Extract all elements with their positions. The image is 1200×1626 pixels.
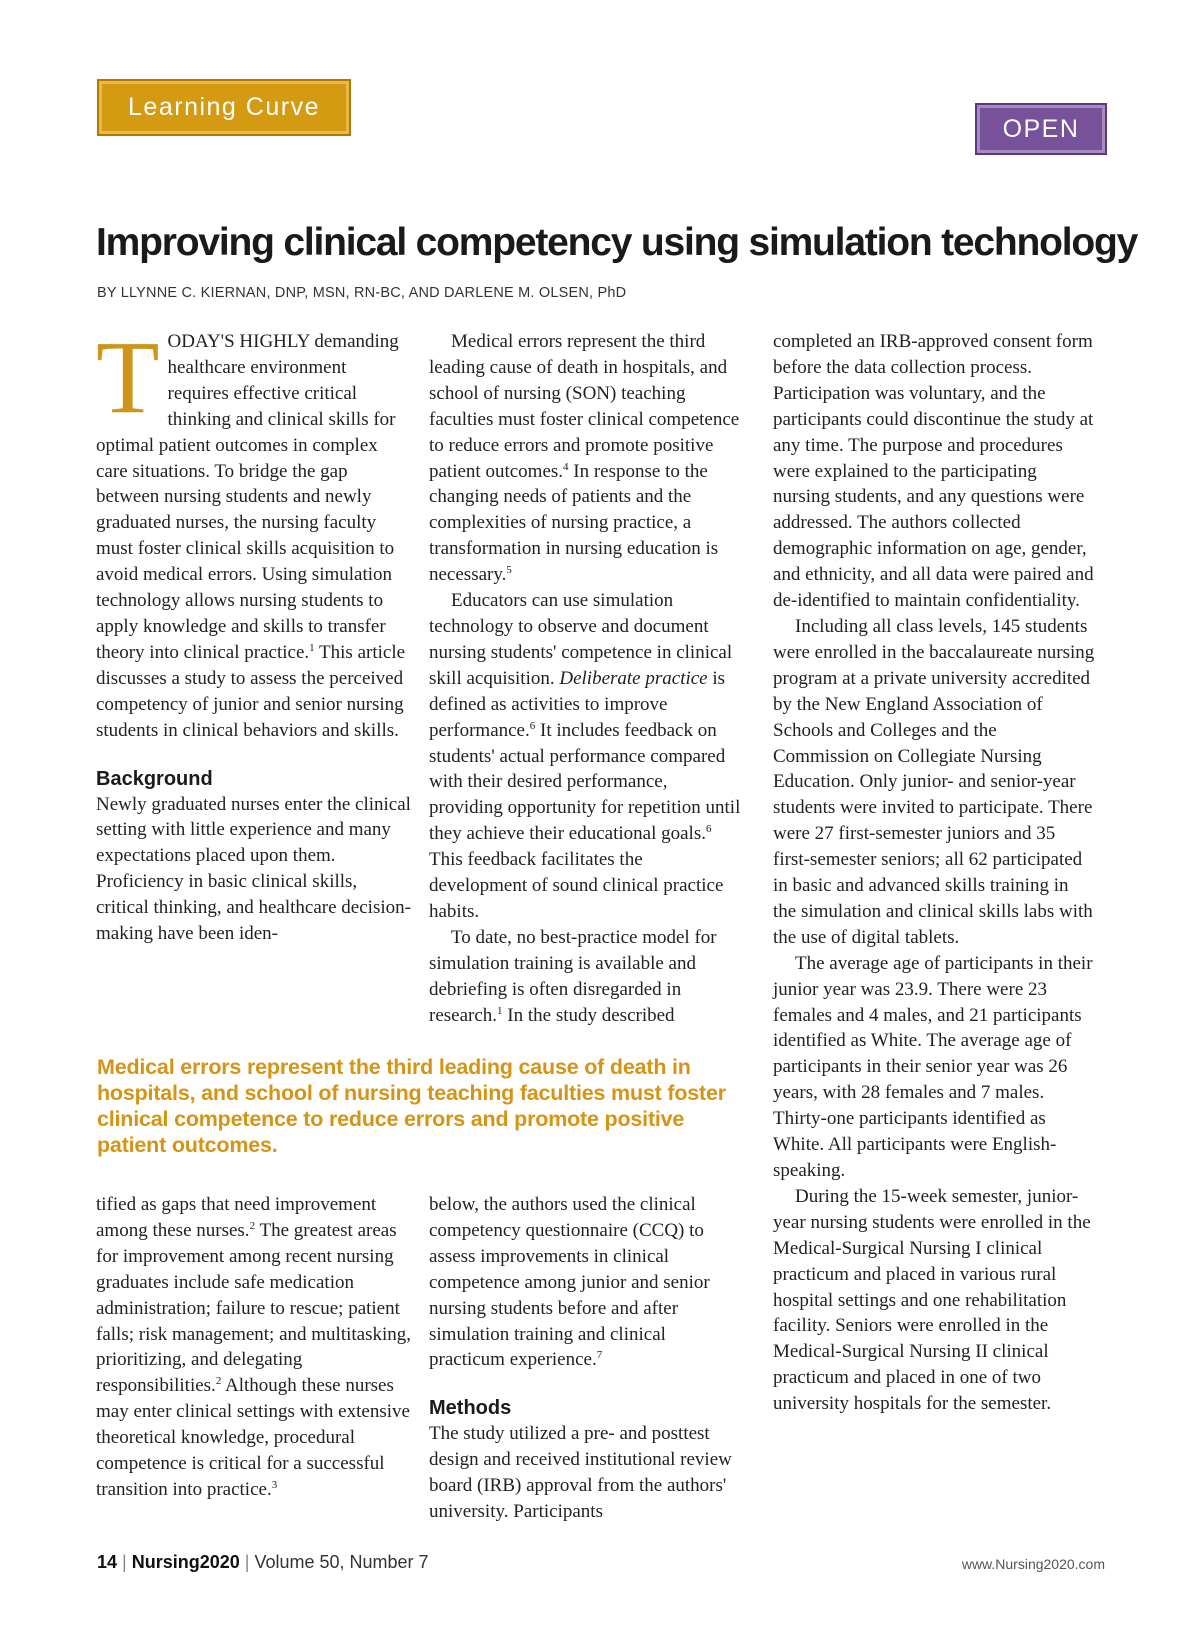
- text: tified as gaps that need improvement among these nurses.: [96, 1194, 377, 1241]
- column-3: [773, 329, 1095, 1417]
- reference-mark: 1: [497, 1004, 503, 1017]
- paragraph: [96, 1192, 412, 1503]
- reference-mark: 2: [249, 1219, 256, 1232]
- reference-mark: 6: [529, 719, 536, 732]
- emphasis-term: Deliberate practice: [559, 667, 708, 689]
- reference-mark: 3: [271, 1478, 278, 1491]
- page-number: 14: [97, 1552, 118, 1572]
- text: The greatest areas for improvement among recent nursing graduates include safe medication administration; failure to rescue; patient falls; risk management; and multitasking, prioritizing, and delegating responsibilities.: [96, 1219, 412, 1397]
- text: This feedback facilitates the development of sound clinical practice habits.: [429, 849, 724, 922]
- text: In response to the changing needs of patients and the complexities of nursing practice, a transformation in nursing education is necessary.: [429, 460, 719, 586]
- paragraph: [429, 588, 745, 925]
- drop-cap: T: [96, 320, 160, 435]
- reference-mark: 4: [563, 460, 569, 473]
- background-paragraph: Newly graduated nurses enter the clinical setting with little experience and many expectations placed upon them. Proficiency in basic clinical skills, critical thinking, and healthcare decision-making have been iden-: [96, 793, 411, 945]
- heading-background: Background: [96, 767, 213, 790]
- divider: |: [244, 1552, 250, 1572]
- reference-mark: 2: [215, 1375, 222, 1388]
- intro-text-end: This article discusses a study to assess the perceived competency of junior and senior nursing students in clinical behaviors and skills.: [96, 641, 406, 741]
- page-footer: [97, 1552, 429, 1573]
- intro-text: ODAY'S HIGHLY demanding healthcare environment requires effective critical thinking and clinical skills for optimal patient outcomes in complex care situations. To bridge the gap between nursing students and newly graduated nurses, the nursing faculty must foster clinical skills acquisition to avoid medical errors. Using simulation technology allows nursing students to apply knowledge and skills to transfer theory into clinical practice.: [96, 331, 399, 663]
- issue-info: Volume 50, Number 7: [254, 1552, 429, 1572]
- column-1-bottom: [96, 1192, 412, 1503]
- paragraph: [429, 925, 745, 1029]
- text: It includes feedback on students' actual performance compared with their desired performance, providing opportunity for repetition until they achieve their educational goals.: [429, 719, 741, 845]
- text: Educators can use simulation technology to observe and document nursing students' competence in clinical skill acquisition.: [429, 590, 733, 689]
- reference-mark: 5: [506, 564, 512, 577]
- intro-paragraph: [96, 320, 412, 744]
- reference-mark: 6: [705, 823, 712, 836]
- reference-mark: 1: [309, 641, 315, 654]
- reference-mark: 7: [596, 1349, 603, 1362]
- text: Medical errors represent the third leading cause of death in hospitals, and school of nursing (SON) teaching faculties must foster clinical competence to reduce errors and promote positive patient outcomes.: [429, 331, 740, 482]
- paragraph: Including all class levels, 145 students were enrolled in the baccalaureate nursing program at a private university accredited by the New England Association of Schools and Colleges and the Commission on Collegiate Nursing Education. Only junior- and senior-year students were invited to participate. There were 27 first-semester juniors and 35 first-semester seniors; all 62 participated in basic and advanced skills training in the simulation and clinical skills labs with the use of digital tablets.: [773, 615, 1095, 948]
- paragraph: The average age of participants in their junior year was 23.9. There were 23 females and 4 males, and 21 participants identified as White. The average age of participants in their senior year was 26 years, with 28 females and 7 males. Thirty-one participants identified as White. All participants were English-speaking.: [773, 952, 1093, 1181]
- pull-quote: Medical errors represent the third leading cause of death in hospitals, and school of nursing teaching faculties must foster clinical competence to reduce errors and promote positive patient outcomes.: [97, 1055, 726, 1157]
- text: Although these nurses may enter clinical settings with extensive theoretical knowledge, procedural competence is critical for a successful transition into practice.: [96, 1375, 410, 1500]
- column-1-top: [96, 320, 412, 947]
- text: In the study described: [502, 1004, 675, 1026]
- paragraph: completed an IRB-approved consent form before the data collection process. Participation was voluntary, and the participants could discontinue the study at any time. The purpose and procedures were explained to the participating nursing students, and any questions were addressed. The authors collected demographic information on age, gender, and ethnicity, and all data were paired and de-identified to maintain confidentiality.: [773, 331, 1094, 612]
- paragraph: During the 15-week semester, junior-year nursing students were enrolled in the Medical-Surgical Nursing I clinical practicum and placed in various rural hospital settings and one rehabilitation facility. Seniors were enrolled in the Medical-Surgical Nursing II clinical practicum and placed in one of two university hospitals for the semester.: [773, 1185, 1091, 1415]
- byline: BY LLYNNE C. KIERNAN, DNP, MSN, RN-BC, AND DARLENE M. OLSEN, PhD: [97, 285, 627, 301]
- column-2-bottom: [429, 1192, 745, 1525]
- methods-paragraph: The study utilized a pre- and posttest design and received institutional review board (IRB) approval from the authors' university. Participants: [429, 1423, 732, 1523]
- heading-methods: Methods: [429, 1397, 512, 1420]
- paragraph: [429, 329, 745, 588]
- column-2-top: [429, 329, 745, 1028]
- paragraph: [429, 1192, 745, 1373]
- text: below, the authors used the clinical competency questionnaire (CCQ) to assess improvements in clinical competence among junior and senior nursing students before and after simulation training and clinical practicum experience.: [429, 1194, 710, 1371]
- journal-name: Nursing2020: [131, 1552, 240, 1572]
- text: To date, no best-practice model for simulation training is available and debriefing is often disregarded in research.: [429, 926, 717, 1026]
- section-tag: Learning Curve: [97, 79, 351, 136]
- text: is defined as activities to improve performance.: [429, 667, 726, 741]
- open-access-badge: OPEN: [975, 103, 1107, 155]
- article-title: Improving clinical competency using simulation technology: [96, 221, 1138, 264]
- divider: |: [122, 1552, 127, 1572]
- journal-url[interactable]: www.Nursing2020.com: [961, 1556, 1105, 1572]
